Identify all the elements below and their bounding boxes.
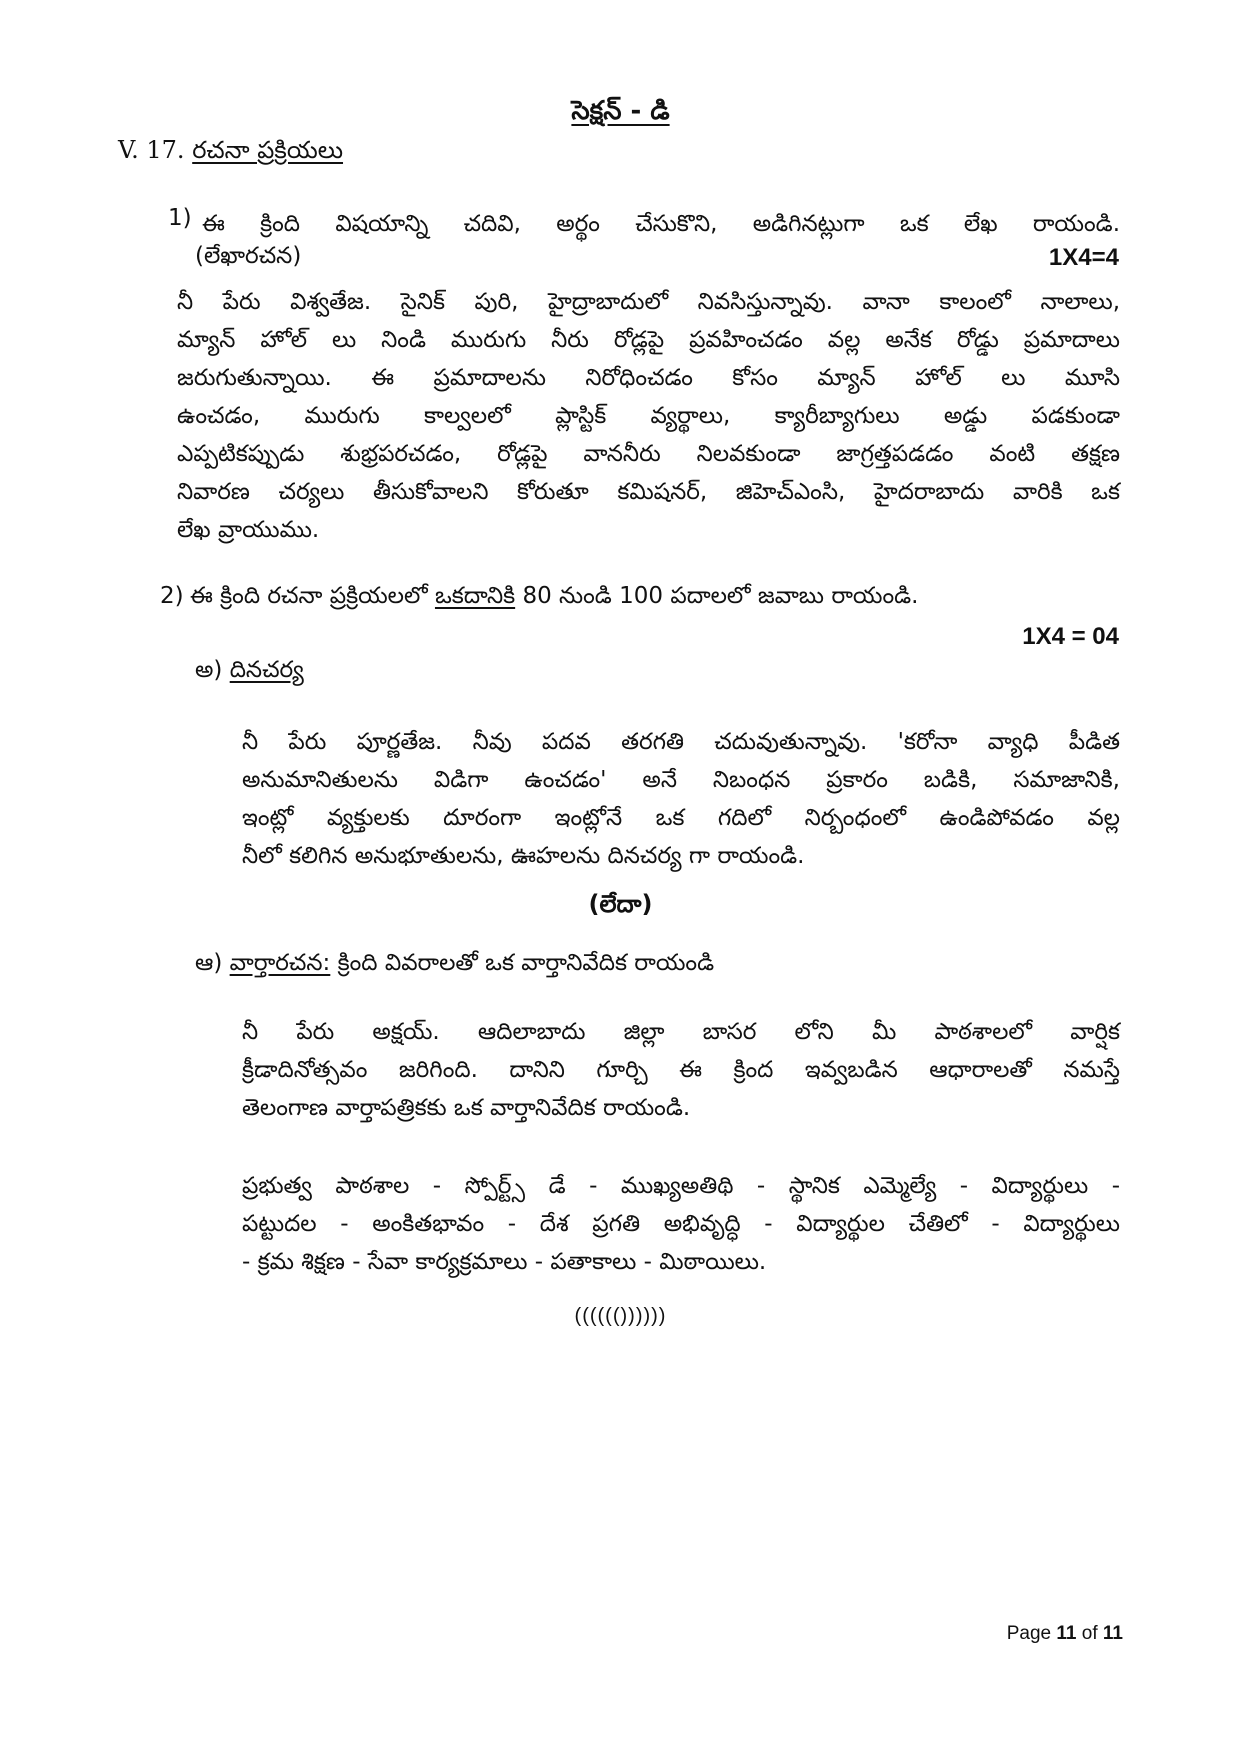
- option-a-body-line: అనుమానితులను విడిగా ఉంచడం' అనే నిబంధన ప్రకారం బడికి, సమాజానికి,: [242, 767, 1120, 793]
- footer-middle: of: [1076, 1623, 1103, 1644]
- q1-body: [177, 283, 1120, 549]
- option-a-heading: [195, 657, 304, 689]
- end-mark: (((((()))))): [574, 1305, 667, 1327]
- option-b-points: [242, 1167, 1120, 1281]
- q2-instruction-suffix: 80 నుండి 100 పదాలలో జవాబు రాయండి.: [515, 583, 919, 609]
- q1-label: 1): [168, 205, 192, 231]
- question-heading: [118, 136, 343, 170]
- or-label: (లేదా): [588, 890, 653, 918]
- q2-instruction-underlined: ఒకదానికి: [434, 583, 516, 609]
- option-b-title-suffix: క్రింది వివరాలతో ఒక వార్తానివేదిక రాయండి: [330, 950, 715, 976]
- option-b-body: [242, 1013, 1120, 1127]
- q1-instruction: [202, 205, 1120, 243]
- option-b-title: వార్తారచన:: [229, 950, 331, 976]
- footer-total-pages: 11: [1102, 1623, 1123, 1644]
- q2-label: 2): [160, 583, 184, 609]
- q1-body-line: మ్యాన్ హోల్ లు నిండి మురుగు నీరు రోడ్లపై ప్రవహించడం వల్ల అనేక రోడ్డు ప్రమాదాలు: [177, 327, 1120, 353]
- option-a-body-line: ఇంట్లో వ్యక్తులకు దూరంగా ఇంట్లోనే ఒక గదిలో నిర్బంధంలో ఉండిపోవడం వల్ల: [242, 805, 1120, 831]
- footer-prefix: Page: [1006, 1623, 1057, 1644]
- option-a-body: [242, 723, 1120, 875]
- q1-type: (లేఖారచన): [195, 243, 302, 269]
- question-number: V. 17.: [118, 136, 185, 164]
- q1-marks: 1X4=4: [1048, 244, 1119, 271]
- option-b-points-line: - క్రమ శిక్షణ - సేవా కార్యక్రమాలు - పతాకాలు - మిఠాయిలు.: [242, 1249, 767, 1275]
- q1-body-line: ఎప్పటికప్పుడు శుభ్రపరచడం, రోడ్లపై వాననీరు నిలవకుండా జాగ్రత్తపడడం వంటి తక్షణ: [177, 441, 1120, 467]
- q1-instruction-text: ఈ క్రింది విషయాన్ని చదివి, అర్థం చేసుకొని, అడిగినట్లుగా ఒక లేఖ రాయండి.: [202, 211, 1120, 237]
- q1-body-line: లేఖ వ్రాయుము.: [177, 517, 320, 543]
- option-b-body-line: నీ పేరు అక్షయ్. ఆదిలాబాదు జిల్లా బాసర లోని మీ పాఠశాలలో వార్షిక: [242, 1019, 1120, 1045]
- q1-body-line: జరుగుతున్నాయి. ఈ ప్రమాదాలను నిరోధించడం కోసం మ్యాన్ హోల్ లు మూసి: [177, 365, 1120, 391]
- q1-body-line: నీ పేరు విశ్వతేజ. సైనిక్ పురి, హైద్రాబాదులో నివసిస్తున్నావు. వానా కాలంలో నాలాలు,: [177, 289, 1120, 315]
- question-title: రచనా ప్రక్రియలు: [192, 136, 344, 164]
- q1-body-line: నివారణ చర్యలు తీసుకోవాలని కోరుతూ కమిషనర్, జిహెచ్ఎంసి, హైదరాబాదు వారికి ఒక: [177, 479, 1120, 505]
- option-b-heading: [195, 950, 714, 982]
- section-title: సెక్షన్ - డి: [571, 96, 670, 126]
- option-a-title: దినచర్య: [229, 657, 304, 683]
- option-b-body-line: తెలంగాణ వార్తాపత్రికకు ఒక వార్తానివేదిక రాయండి.: [242, 1095, 691, 1121]
- option-a-label: అ): [195, 657, 223, 683]
- option-b-points-line: పట్టుదల - అంకితభావం - దేశ ప్రగతి అభివృద్ధి - విద్యార్థుల చేతిలో - విద్యార్థులు: [242, 1211, 1120, 1237]
- option-b-label: ఆ): [195, 950, 223, 976]
- page-footer: [1007, 1623, 1123, 1645]
- q1-body-line: ఉంచడం, మురుగు కాల్వలలో ప్లాస్టిక్ వ్యర్థాలు, క్యారీబ్యాగులు అడ్డు పడకుండా: [177, 403, 1120, 429]
- footer-current-page: 11: [1056, 1623, 1077, 1644]
- q2-instruction: [190, 583, 918, 615]
- q2-marks: 1X4 = 04: [1022, 623, 1119, 650]
- option-b-body-line: క్రీడాదినోత్సవం జరిగింది. దానిని గూర్చి ఈ క్రింద ఇవ్వబడిన ఆధారాలతో నమస్తే: [242, 1057, 1120, 1083]
- option-b-points-line: ప్రభుత్వ పాఠశాల - స్పోర్ట్స్ డే - ముఖ్యఅతిథి - స్థానిక ఎమ్మెల్యే - విద్యార్థులు -: [242, 1173, 1120, 1199]
- option-a-body-line: నీ పేరు పూర్ణతేజ. నీవు పదవ తరగతి చదువుతున్నావు. 'కరోనా వ్యాధి పీడిత: [242, 729, 1120, 755]
- q2-instruction-prefix: ఈ క్రింది రచనా ప్రక్రియలలో: [190, 583, 435, 609]
- option-a-body-line: నీలో కలిగిన అనుభూతులను, ఊహలను దినచర్య గా రాయండి.: [242, 843, 805, 869]
